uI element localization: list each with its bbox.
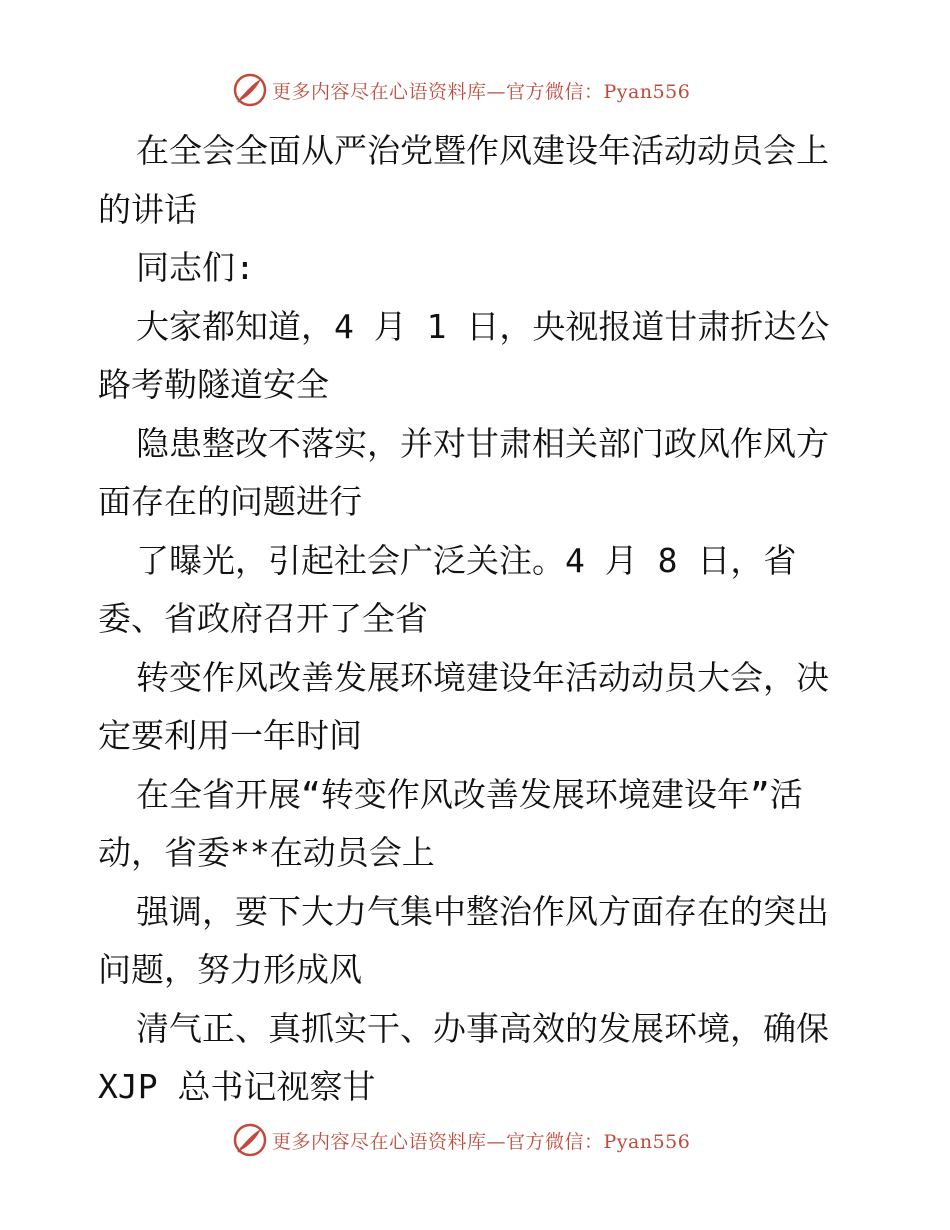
- document-body: [98, 122, 858, 1117]
- salutation: 同志们:: [136, 248, 255, 287]
- quill-pen-logo-icon: [232, 1122, 268, 1158]
- header-banner: [232, 70, 752, 110]
- footer-banner-text: 更多内容尽在心语资料库—官方微信：Pyan556: [272, 1130, 691, 1153]
- paragraph: 清气正、真抓实干、办事高效的发展环境，确保 XJP 总书记视察甘: [98, 1008, 849, 1106]
- document-title: 在全会全面从严治党暨作风建设年活动动员会上的讲话: [98, 131, 829, 229]
- header-banner-text: 更多内容尽在心语资料库—官方微信：Pyan556: [272, 80, 691, 103]
- paragraph: 隐患整改不落实，并对甘肃相关部门政风作风方面存在的问题进行: [98, 423, 829, 521]
- paragraph: 大家都知道，4 月 1 日，央视报道甘肃折达公路考勒隧道安全: [98, 306, 830, 404]
- paragraph: 转变作风改善发展环境建设年活动动员大会，决定要利用一年时间: [98, 657, 829, 755]
- paragraph: 了曝光，引起社会广泛关注。4 月 8 日，省委、省政府召开了全省: [98, 540, 797, 638]
- footer-banner: [232, 1120, 752, 1160]
- paragraph: 在全省开展“转变作风改善发展环境建设年”活动，省委**在动员会上: [98, 774, 803, 872]
- quill-pen-logo-icon: [232, 72, 268, 108]
- paragraph: 强调，要下大力气集中整治作风方面存在的突出问题，努力形成风: [98, 891, 829, 989]
